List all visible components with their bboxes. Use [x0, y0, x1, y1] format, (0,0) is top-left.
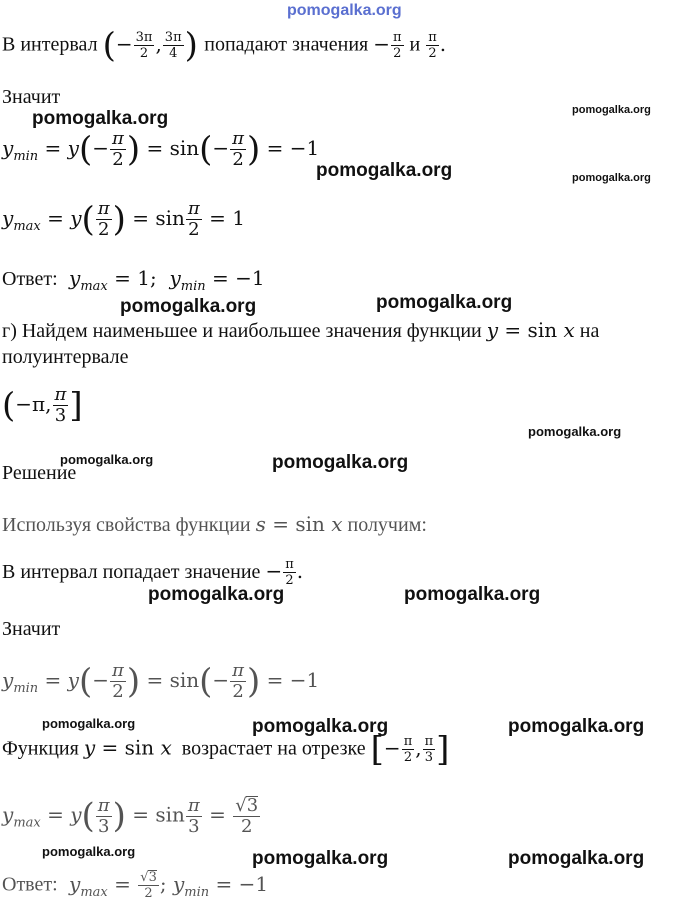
watermark: pomogalka.org [376, 292, 513, 313]
answer-label-2: Ответ: [2, 873, 58, 896]
ymax-formula-2: $y_{max} = y$( $\frac{\pi}{3}$ ) = sin $\frac{\pi}{3}$ = $\frac{√3}{2}$ [2, 794, 259, 837]
interval-prefix-text: В интервал [2, 33, 98, 56]
watermark-top: pomogalka.org [287, 2, 402, 19]
interval-values-text: попадают значения [204, 33, 369, 56]
using-props-line: Используя свойства функции s = sin x получим: [2, 512, 427, 536]
watermark: pomogalka.org [404, 584, 541, 605]
znachit-2: Значит [2, 618, 61, 640]
increases-text: возрастает на отрезке [181, 737, 366, 760]
watermark: pomogalka.org [148, 584, 285, 605]
function-increases-line: Функция y = sin x возрастает на отрезке [− $\frac{\pi}{2}$ , $\frac{\pi}{3}$ ] [2, 729, 450, 769]
line-interval: В интервал (− $\frac{3\pi}{2}$ , $\frac{3\pi}{4}$ ) попадают значения − $\frac{\pi}{2}$ и $\frac{\pi}{2}$ . [2, 25, 447, 65]
watermark: pomogalka.org [252, 716, 389, 737]
ymin-formula-1: $y_{min} = y(-$ $\frac{\pi}{2}$ ) = sin(− $\frac{\pi}{2}$ ) = −1 [2, 128, 320, 170]
and-text: и [409, 33, 421, 56]
answer-1: Ответ: $y_{max} = 1$; $y_{min} = -1$ [2, 266, 265, 294]
answer-2: Ответ: $y_{max}$ = $\frac{√3}{2}$ ; $y_{min} = -1$ [2, 870, 269, 901]
ymin-formula-2: $y_{min} = y(-$ $\frac{\pi}{2}$ ) = sin(− $\frac{\pi}{2}$ ) = −1 [2, 660, 320, 702]
part-g-on: на [579, 320, 600, 342]
watermark: pomogalka.org [572, 104, 651, 116]
part-g-line-2: полуинтервале [2, 346, 129, 368]
znachit-1: Значит [2, 86, 61, 108]
watermark: pomogalka.org [316, 160, 453, 181]
watermark: pomogalka.org [252, 848, 389, 869]
watermark: pomogalka.org [508, 716, 645, 737]
part-g-line-1: г) Найдем наименьшее и наибольшее значения функции y = sin x на [2, 318, 600, 342]
part-g-text: г) Найдем наименьшее и наибольшее значения функции [2, 320, 482, 342]
watermark: pomogalka.org [42, 844, 136, 859]
using-props-text: Используя свойства функции [2, 514, 251, 536]
watermark: pomogalka.org [572, 172, 651, 184]
watermark: pomogalka.org [42, 716, 136, 731]
half-interval: (−π, $\frac{\pi}{3}$ ] [2, 384, 83, 426]
function-label: Функция [2, 737, 79, 760]
answer-label-1: Ответ: [2, 268, 58, 290]
watermark: pomogalka.org [272, 452, 409, 473]
watermark: pomogalka.org [120, 296, 257, 317]
watermark: pomogalka.org [528, 424, 622, 439]
interval-one-text: В интервал попадает значение [2, 561, 261, 583]
solution-heading: Решение [2, 462, 77, 484]
watermark: pomogalka.org [60, 452, 154, 467]
interval-one-line: В интервал попадает значение − $\frac{\pi}{2}$ . [2, 557, 304, 588]
ymax-formula-1: $y_{max} = y$( $\frac{\pi}{2}$ ) = sin $\frac{\pi}{2}$ = 1 [2, 198, 245, 240]
get-text: получим: [347, 514, 427, 536]
watermark: pomogalka.org [508, 848, 645, 869]
watermark: pomogalka.org [32, 108, 169, 129]
